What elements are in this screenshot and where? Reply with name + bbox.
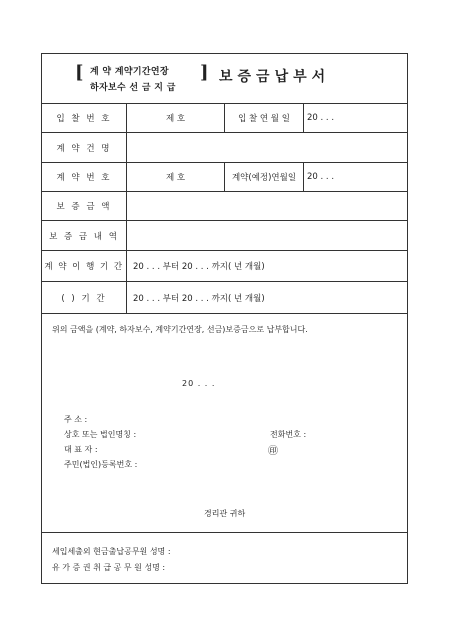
- row-contract-number: [42, 163, 407, 192]
- cash-officer-signature: 세입세출외 현금출납공무원 성명 :: [52, 547, 171, 556]
- deposit-details-field[interactable]: [127, 221, 409, 250]
- title-bracket-right: ]: [200, 62, 209, 83]
- footer-signatures: [42, 532, 407, 585]
- deposit-details-label: 보 증 금 내 역: [42, 221, 127, 250]
- contract-name-label: 계 약 건 명: [42, 133, 127, 162]
- row-deposit-amount: [42, 192, 407, 221]
- bid-number-field[interactable]: 제 호: [127, 104, 225, 132]
- contract-date-field[interactable]: 20 . . .: [307, 172, 335, 182]
- title-main: 보증금납부서: [219, 69, 331, 85]
- title-option-line2: 하자보수 선 금 지 급: [90, 83, 176, 93]
- bid-number-label: 입 찰 번 호: [42, 104, 127, 132]
- registration-number-label: 주민(법인)등록번호 :: [64, 460, 138, 469]
- other-period-label: ( ) 기 간: [42, 282, 127, 313]
- row-deposit-details: [42, 221, 407, 251]
- form-title: [42, 54, 407, 104]
- row-bid-number: [42, 104, 407, 133]
- title-option-line1: 계 약 계약기간연장: [90, 67, 169, 77]
- title-bracket-left: [: [75, 62, 84, 83]
- representative-label: 대 표 자 :: [64, 445, 98, 454]
- phone-label: 전화번호 :: [270, 430, 307, 439]
- performance-period-field[interactable]: 20 . . . 부터 20 . . . 까지( 년 개월): [133, 262, 265, 272]
- contract-number-field[interactable]: 제 호: [127, 163, 225, 191]
- row-other-period: [42, 282, 407, 314]
- deposit-amount-label: 보 증 금 액: [42, 192, 127, 220]
- address-label: 주 소 :: [64, 415, 88, 424]
- deposit-amount-field[interactable]: [127, 192, 409, 220]
- contract-name-field[interactable]: [127, 133, 409, 162]
- performance-period-label: 계 약 이 행 기 간: [42, 251, 127, 281]
- row-contract-name: [42, 133, 407, 163]
- contract-number-label: 계 약 번 호: [42, 163, 127, 191]
- company-name-label: 상호 또는 법인명칭 :: [64, 430, 137, 439]
- bid-date-label: 입 찰 연 월 일: [225, 104, 304, 132]
- payment-statement: 위의 금액을 (계약, 하자보수, 계약기간연장, 선금)보증금으로 납부합니다.: [52, 325, 308, 334]
- contract-date-label: 계약(예정)연월일: [225, 163, 304, 191]
- securities-officer-signature: 유 가 증 권 취 급 공 무 원 성명 :: [52, 563, 166, 572]
- other-period-field[interactable]: 20 . . . 부터 20 . . . 까지( 년 개월): [133, 293, 265, 304]
- statement-date[interactable]: 20 . . .: [182, 379, 216, 388]
- bid-date-field[interactable]: 20 . . .: [307, 113, 335, 123]
- addressee: 경리관 귀하: [204, 509, 246, 518]
- row-performance-period: [42, 251, 407, 282]
- deposit-payment-form: [41, 53, 408, 584]
- seal-mark: ㊞: [268, 446, 278, 457]
